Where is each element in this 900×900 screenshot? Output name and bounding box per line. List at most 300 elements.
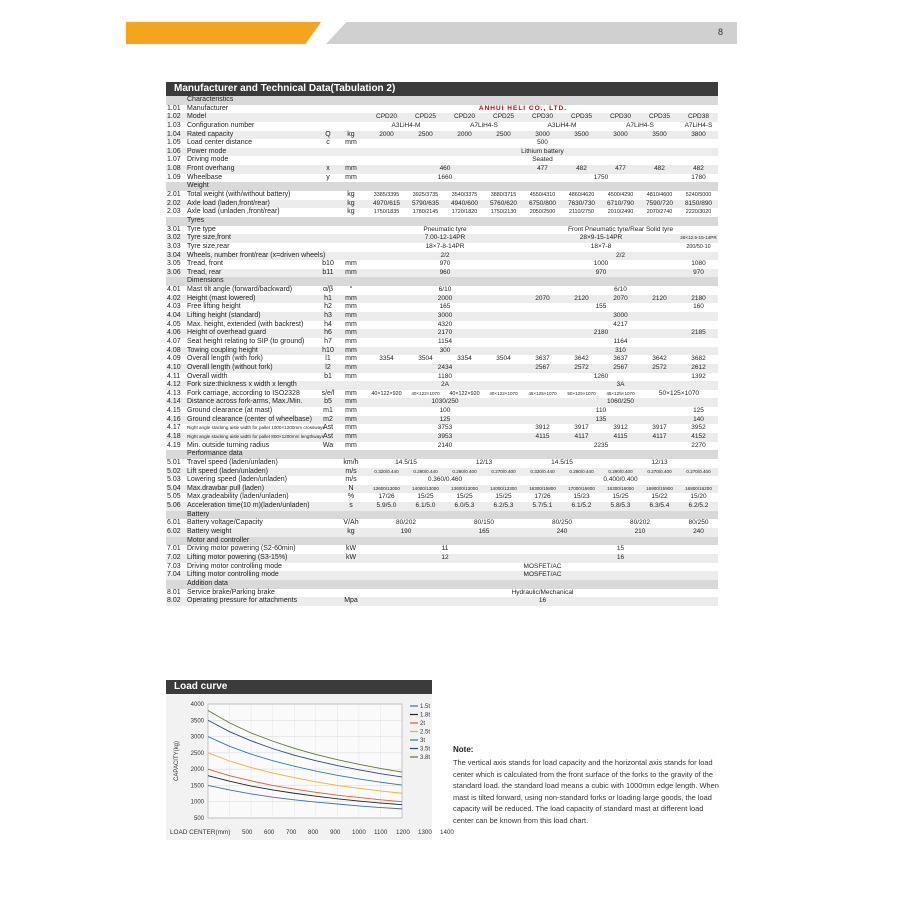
value-cell: 2070 [535, 294, 550, 302]
row-symbol: b11 [322, 268, 334, 276]
x-tick-label: 900 [330, 829, 341, 836]
value-cell: 310 [615, 346, 626, 354]
section-row [166, 450, 718, 459]
value-cell: 15/25 [612, 493, 629, 501]
row-values [367, 312, 718, 321]
value-cell: 1164 [613, 337, 628, 345]
value-cell: 0.270/0.400 [686, 468, 711, 474]
value-cell: Seated [532, 156, 553, 164]
value-cell: 2500 [496, 130, 511, 138]
row-unit: kg [347, 191, 355, 199]
row-values [367, 174, 718, 183]
value-cell: 13600/13000 [373, 485, 400, 491]
x-tick-label: 1100 [374, 829, 388, 836]
row-values [367, 321, 718, 330]
row-unit: Mpa [344, 597, 358, 605]
row-values [367, 407, 718, 416]
value-cell: 15/20 [690, 493, 707, 501]
row-symbol: c [326, 139, 330, 147]
value-cell: 45×125×1070 [606, 390, 635, 396]
row-item: Tread, rear [187, 268, 222, 276]
row-values [367, 398, 718, 407]
row-number: 4.03 [167, 303, 181, 311]
row-number: 4.06 [167, 329, 181, 337]
row-unit: m/s [345, 476, 357, 484]
value-cell: 477 [537, 165, 548, 173]
row-item: Lifting motor controlling mode [187, 571, 279, 579]
row-item: Front overhang [187, 165, 235, 173]
section-row [166, 182, 718, 191]
table-row [166, 519, 718, 528]
row-unit: mm [345, 303, 357, 311]
value-cell: 3354 [457, 355, 472, 363]
value-cell: Front Pneumatic tyre/Rear Solid tyre [567, 225, 674, 233]
row-symbol: Wa [322, 441, 334, 449]
value-cell: CPD25 [415, 113, 436, 121]
legend-label: 3t [420, 738, 426, 744]
table-row [166, 243, 718, 252]
row-number: 3.03 [167, 242, 181, 250]
row-item: Wheelbase [187, 173, 223, 181]
header-accent-gray [326, 22, 737, 44]
row-symbol: l1 [325, 355, 331, 363]
row-unit: mm [345, 268, 357, 276]
value-cell: 3880/3715 [490, 192, 517, 199]
value-cell: 190 [400, 528, 412, 536]
table-row [166, 571, 718, 580]
row-symbol: h3 [324, 312, 332, 320]
value-cell: 17/26 [534, 493, 551, 501]
row-item: Right angle stacking aisle width for pallet 800×1200mm lengthways [187, 433, 324, 439]
value-cell: 165 [439, 303, 451, 311]
row-number: 2.01 [167, 191, 181, 199]
value-cell: 240 [693, 528, 704, 536]
row-unit: mm [345, 173, 357, 181]
value-cell: 16300/15800 [529, 485, 556, 491]
value-cell: A7LiH4-S [470, 121, 498, 129]
value-cell: 16900/15900 [646, 485, 673, 491]
section-title: Performance data [187, 450, 243, 458]
y-tick-label: 3000 [190, 734, 204, 741]
value-cell: 6.0/5.3 [454, 502, 475, 510]
row-unit: mm [345, 312, 357, 320]
value-cell: 4115 [535, 432, 550, 440]
row-item: Configuration number [187, 121, 255, 129]
value-cell: 17000/16600 [568, 485, 595, 491]
value-cell: 0.400/0.400 [603, 476, 638, 484]
section-title: Motor and controller [187, 536, 250, 544]
row-unit: kW [345, 545, 357, 553]
value-cell: 2120 [574, 294, 589, 302]
legend-label: 1.8t [420, 712, 431, 719]
value-cell: 3000 [437, 312, 453, 320]
value-cell: 500 [537, 139, 548, 147]
value-cell: 4500/4290 [607, 192, 634, 199]
value-cell: 6/10 [614, 286, 627, 294]
row-number: 7.02 [167, 553, 181, 561]
y-tick-label: 4000 [190, 702, 204, 708]
value-cell: 482 [654, 165, 665, 173]
value-cell: 3504 [418, 355, 433, 363]
value-cell: 3682 [691, 355, 706, 363]
y-tick-label: 1500 [190, 783, 204, 790]
row-item: Overall length (with fork) [187, 355, 263, 363]
value-cell: 16 [538, 597, 547, 605]
row-item: Battery weight [187, 528, 232, 536]
value-cell: 6/10 [438, 286, 452, 294]
value-cell: 4940/600 [450, 199, 479, 207]
row-number: 6.01 [167, 519, 181, 527]
value-cell: 165 [478, 528, 490, 536]
spec-table [166, 96, 718, 606]
value-cell: 1080 [691, 260, 706, 268]
table-row [166, 373, 718, 382]
value-cell: 12 [441, 553, 449, 561]
value-cell: 4860/4620 [568, 192, 595, 199]
table-row [166, 286, 718, 295]
row-values [367, 329, 718, 338]
row-item: Wheels, number front/rear (x=driven wheels) [187, 251, 326, 259]
x-tick-label: 500 [242, 829, 253, 836]
value-cell: 4115 [613, 432, 628, 440]
table-row [166, 381, 718, 390]
row-number: 3.01 [167, 225, 181, 233]
row-values [367, 373, 718, 382]
value-cell: 4550/4310 [529, 192, 556, 199]
y-tick-label: 3500 [190, 718, 204, 725]
value-cell: 1030/250 [431, 398, 459, 406]
table-row [166, 554, 718, 563]
value-cell: 3504 [496, 355, 511, 363]
value-cell: 3637 [535, 355, 550, 363]
row-unit: mm [345, 424, 357, 432]
table-row [166, 122, 718, 131]
row-values [367, 156, 718, 165]
value-cell: CPD30 [610, 113, 631, 121]
value-cell: A7LiH4-S [626, 121, 654, 129]
value-cell: 3953 [437, 432, 453, 440]
table-row [166, 148, 718, 157]
row-number: 5.02 [167, 467, 181, 475]
row-item: Ground clearance (center of wheelbase) [187, 415, 312, 423]
value-cell: 4117 [652, 432, 667, 440]
row-symbol: b10 [322, 260, 334, 268]
value-cell: 12/13 [651, 458, 668, 466]
row-number: 2.02 [167, 199, 181, 207]
value-cell: 0.320/0.440 [530, 468, 555, 474]
value-cell: 40×122×920 [371, 390, 402, 397]
table-row [166, 156, 718, 165]
value-cell: 1260 [593, 372, 609, 380]
value-cell: 3642 [652, 355, 667, 363]
value-cell: 6.1/5.0 [415, 502, 436, 510]
row-unit: mm [345, 139, 357, 147]
row-unit: km/h [343, 458, 359, 466]
table-row [166, 502, 718, 511]
row-unit: mm [345, 389, 357, 397]
row-number: 7.03 [167, 562, 181, 570]
value-cell: 17/26 [378, 493, 395, 501]
row-item: Max.gradeability (laden/unladen) [187, 493, 289, 501]
row-item: Height (mast lowered) [187, 294, 256, 302]
legend-label: 3.8t [420, 755, 431, 761]
table-row [166, 329, 718, 338]
value-cell: 6.1/5.2 [571, 502, 592, 510]
value-cell: 3952 [691, 424, 706, 432]
value-cell: 2572 [574, 363, 589, 371]
value-cell: 125 [439, 415, 451, 423]
table-row [166, 252, 718, 261]
row-number: 4.14 [167, 398, 181, 406]
row-unit: V/Ah [343, 519, 359, 527]
table-row [166, 312, 718, 321]
row-unit: % [347, 493, 355, 501]
value-cell: 3385/3395 [373, 192, 400, 199]
value-cell: A3LiH4-M [547, 121, 577, 129]
row-number: 1.09 [167, 173, 181, 181]
value-cell: 5240/5000 [685, 192, 712, 199]
value-cell: 110 [595, 407, 607, 415]
value-cell: 1750/1835 [373, 209, 400, 216]
row-values [367, 338, 718, 347]
section-title: Dimensions [187, 277, 224, 285]
row-unit: ° [349, 286, 353, 294]
row-number: 4.15 [167, 407, 181, 415]
x-tick-label: 1300 [418, 829, 432, 836]
row-unit: mm [345, 432, 357, 440]
legend-label: 2.5t [420, 729, 431, 736]
table-row [166, 347, 718, 356]
row-number: 4.07 [167, 337, 181, 345]
x-tick-label: 700 [286, 829, 297, 836]
value-cell: 5.7/5.1 [532, 502, 553, 510]
row-number: 3.04 [167, 251, 181, 259]
section-row [166, 511, 718, 520]
section-title: Addition data [187, 579, 228, 587]
section-title: Tyres [187, 216, 205, 224]
row-number: 4.12 [167, 381, 181, 389]
value-cell: 2180 [691, 294, 706, 302]
value-cell: 2572 [652, 363, 667, 371]
value-cell: 3000 [535, 130, 550, 138]
value-cell: 13600/13000 [451, 485, 478, 491]
table-row [166, 260, 718, 269]
row-values [367, 105, 718, 114]
section-title: Battery [187, 510, 210, 518]
row-unit: mm [345, 260, 357, 268]
value-cell: CPD20 [454, 113, 475, 121]
section-row [166, 580, 718, 589]
value-cell: 100 [439, 407, 451, 415]
value-cell: 3500 [652, 130, 667, 138]
row-item: Tyre type [187, 225, 216, 233]
table-row [166, 303, 718, 312]
row-values [367, 303, 718, 312]
row-item: Driving mode [187, 156, 229, 164]
value-cell: 125 [693, 407, 704, 415]
table-row [166, 493, 718, 502]
value-cell: 80/250 [552, 519, 572, 527]
value-cell: 14000/13300 [490, 485, 517, 491]
value-cell: CPD20 [376, 113, 397, 121]
row-number: 3.02 [167, 234, 181, 242]
value-cell: 4320 [437, 320, 453, 328]
value-cell: 5760/620 [489, 199, 518, 207]
value-cell: 2567 [535, 363, 550, 371]
row-item: Right angle stacking aisle width for pallet 1000×1200mm crossways [187, 425, 325, 431]
value-cell: CPD30 [532, 113, 553, 121]
row-number: 6.02 [167, 528, 181, 536]
row-symbol: b1 [324, 372, 332, 380]
y-tick-label: 500 [193, 816, 204, 822]
row-unit: mm [345, 355, 357, 363]
value-cell: 15/25 [456, 493, 473, 501]
value-cell: 1000 [593, 260, 609, 268]
row-unit: mm [345, 415, 357, 423]
value-cell: 1720/1820 [451, 209, 478, 216]
table-row [166, 131, 718, 140]
value-cell: 14.5/15 [551, 458, 573, 466]
row-values [367, 208, 718, 217]
row-values [367, 589, 718, 598]
row-unit: mm [345, 320, 357, 328]
table-row [166, 545, 718, 554]
value-cell: 135 [595, 415, 607, 423]
x-tick-label: 800 [308, 829, 319, 836]
load-curve-svg [166, 694, 454, 840]
row-values [367, 260, 718, 269]
value-cell: 3642 [574, 355, 589, 363]
value-cell: 2/2 [615, 251, 626, 259]
value-cell: 970 [439, 260, 451, 268]
table-row [166, 442, 718, 451]
row-unit: s [349, 502, 353, 510]
header-accent-orange [126, 22, 321, 44]
value-cell: 6.2/5.2 [688, 502, 709, 510]
value-cell: 3917 [652, 424, 667, 432]
table-row [166, 563, 718, 572]
row-values [367, 364, 718, 373]
row-number: 3.06 [167, 268, 181, 276]
value-cell: A3LiH4-M [391, 121, 421, 129]
table-row [166, 398, 718, 407]
value-cell: 3000 [613, 312, 628, 320]
row-item: Travel speed (laden/unladen) [187, 458, 278, 466]
row-unit: kg [347, 528, 355, 536]
row-number: 4.10 [167, 363, 181, 371]
y-tick-label: 1000 [190, 799, 204, 806]
row-item: Service brake/Parking brake [187, 588, 275, 596]
table-row [166, 589, 718, 598]
row-item: Ground clearance (at mast) [187, 407, 273, 415]
value-cell: 28×9-15-14PR [579, 234, 623, 242]
table-row [166, 468, 718, 477]
value-cell: 0.320/0.440 [374, 468, 399, 474]
row-number: 5.01 [167, 458, 181, 466]
value-cell: 2000 [437, 294, 453, 302]
value-cell: Hydraulic/Mechanical [511, 588, 574, 596]
row-number: 4.16 [167, 415, 181, 423]
section-row [166, 96, 718, 105]
value-cell: 1780 [691, 173, 706, 181]
value-cell: 1780/2145 [412, 209, 439, 216]
row-number: 1.05 [167, 139, 181, 147]
table-row [166, 234, 718, 243]
row-item: Axle load (laden,front/rear) [187, 199, 270, 207]
row-values [367, 485, 718, 494]
table-row [166, 364, 718, 373]
table-row [166, 476, 718, 485]
value-cell: 1750 [593, 173, 609, 181]
row-values [367, 519, 718, 528]
row-values [367, 269, 718, 278]
value-cell: 1392 [691, 372, 706, 380]
row-values [367, 122, 718, 131]
value-cell: 482 [693, 165, 704, 173]
note-title: Note: [453, 745, 474, 754]
row-symbol: m2 [323, 415, 333, 423]
value-cell: 482 [576, 165, 587, 173]
value-cell: 16300/16000 [607, 485, 634, 491]
row-symbol: x [326, 165, 330, 173]
value-cell: 3800 [691, 130, 706, 138]
value-cell: 2070 [613, 294, 628, 302]
x-tick-label: 600 [264, 829, 275, 836]
load-curve-title: Load curve [166, 680, 432, 694]
value-cell: 15/25 [417, 493, 434, 501]
row-values [367, 528, 718, 537]
value-cell: MOSFET/AC [523, 571, 562, 579]
row-number: 5.06 [167, 502, 181, 510]
row-number: 4.08 [167, 346, 181, 354]
value-cell: 1660 [437, 173, 453, 181]
value-cell: 0.270/0.400 [647, 468, 672, 474]
value-cell: 2235 [593, 441, 609, 449]
row-number: 4.09 [167, 355, 181, 363]
row-values [367, 243, 718, 252]
row-item: Height of overhead guard [187, 329, 266, 337]
row-unit: mm [345, 329, 357, 337]
legend-label: 3.5t [420, 746, 431, 753]
value-cell: CPD38 [688, 113, 709, 121]
row-number: 1.03 [167, 121, 181, 129]
row-item: Power mode [187, 147, 227, 155]
value-cell: 15/22 [651, 493, 668, 501]
row-values [367, 355, 718, 364]
row-item: Overall width [187, 372, 228, 380]
value-cell: 3000 [613, 130, 628, 138]
row-values [367, 433, 718, 442]
value-cell: 200/50-10 [686, 243, 711, 250]
value-cell: 45×125×1070 [528, 390, 557, 396]
row-number: 4.19 [167, 441, 181, 449]
table-row [166, 407, 718, 416]
value-cell: 6.2/5.3 [493, 502, 514, 510]
row-item: Fork size:thickness x width x length [187, 381, 297, 389]
row-unit: mm [345, 441, 357, 449]
row-values [367, 597, 718, 606]
value-cell: 2110/2750 [568, 209, 595, 216]
row-number: 5.03 [167, 476, 181, 484]
y-tick-label: 2000 [190, 767, 204, 774]
value-cell: 3A [616, 381, 625, 389]
value-cell: 4152 [691, 432, 706, 440]
table-title: Manufacturer and Technical Data(Tabulation 2) [166, 82, 718, 96]
row-unit: kg [347, 130, 355, 138]
value-cell: 80/250 [688, 519, 709, 527]
row-number: 4.18 [167, 432, 181, 440]
section-title: Weight [187, 182, 209, 190]
